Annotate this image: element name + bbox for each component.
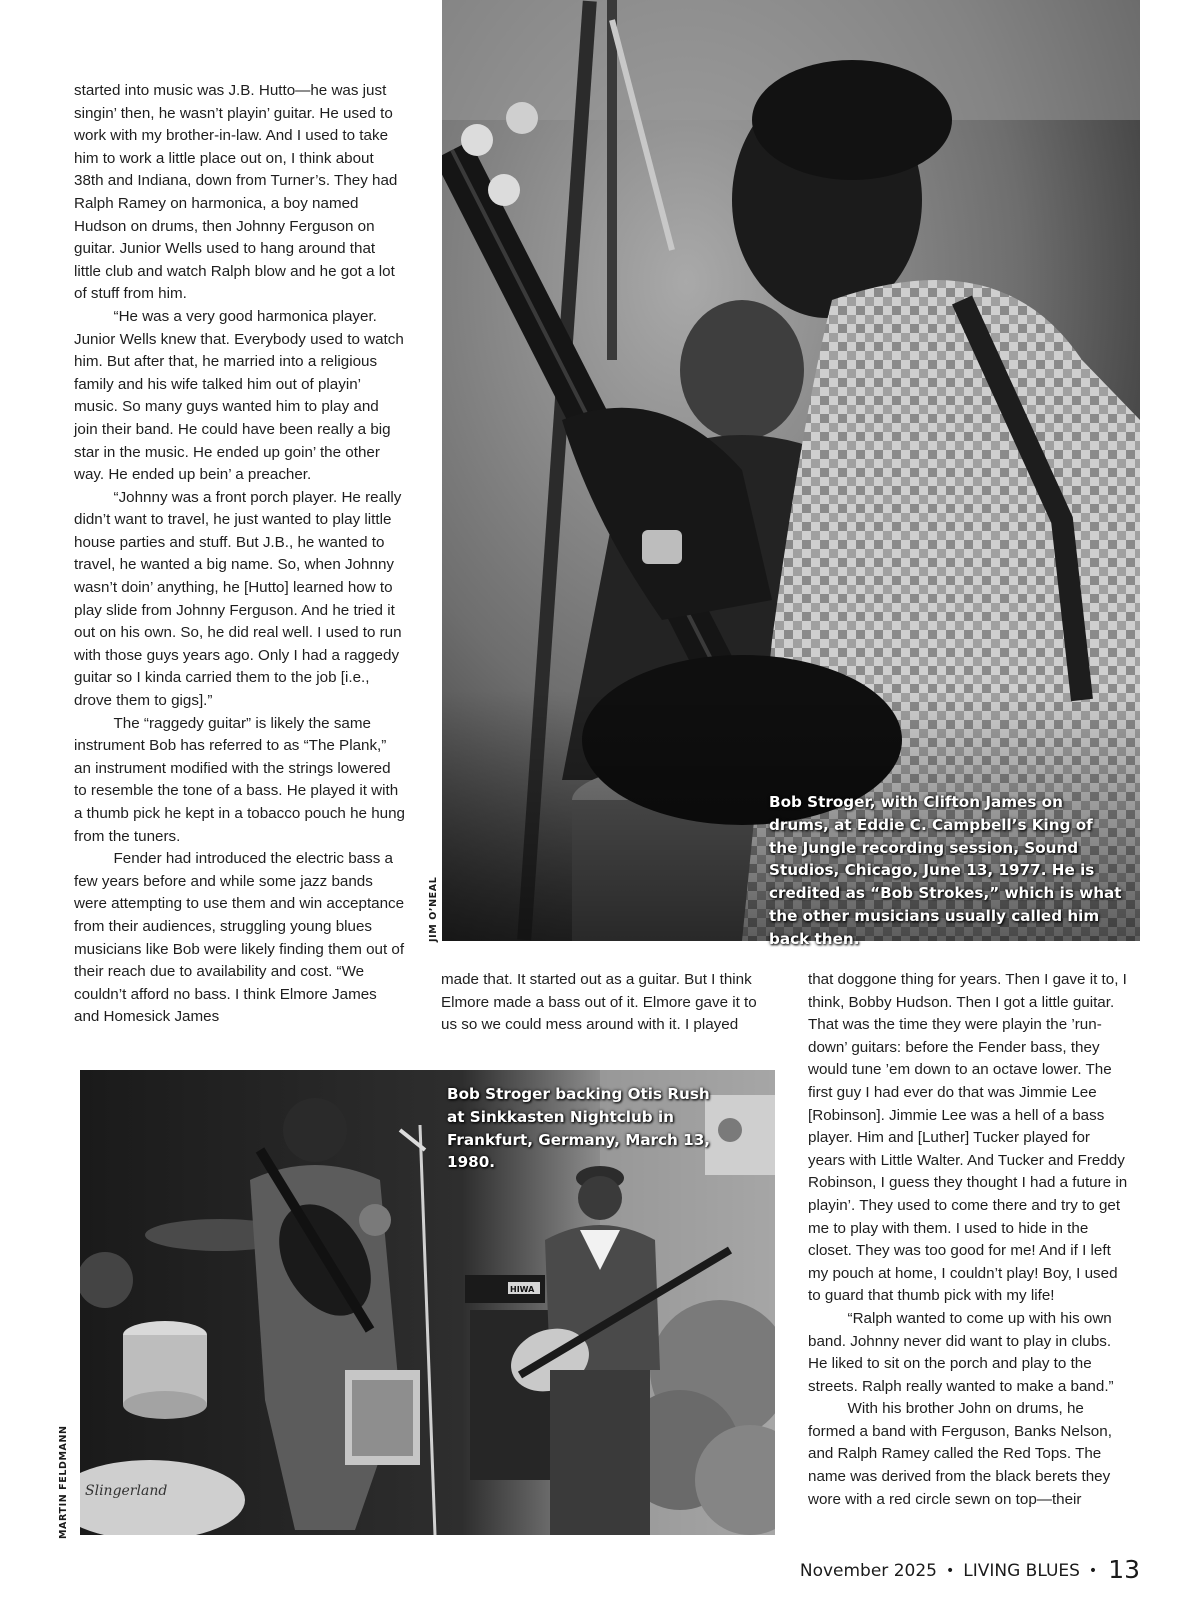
paragraph: that doggone thing for years. Then I gave it to, I think, Bobby Hudson. Then I got a little guitar. That was the time they were playin the ’run-down’ guitars: before the Fender bass, they would tune ’em down to an octave lower. The first guy I had ever do that was Jimmie Lee [Robinson]. Jimmie Lee was a hell of a bass player. Him and [Luther] Tucker played for years with Little Walter. And Tucker and Freddy Robinson, I guess they thought I had a future in playin’. They used to come there and try to get me to play with them. I used to hide in the closet. They was too good for me! And if I left my pouch at home, I couldn’t play! Boy, I used to guard that thumb pick with my life! xyxy=(808,971,1128,1305)
footer-magazine-name: LIVING BLUES xyxy=(963,1561,1080,1581)
article-column-right xyxy=(808,969,1130,1511)
page-number: 13 xyxy=(1108,1555,1140,1584)
paragraph: Fender had introduced the electric bass a few years before and while some jazz bands were attempting to use them and win acceptance from their audiences, struggling young blues musicians like Bob were likely finding them out of their reach due to availability and cost. “We couldn’t afford no bass. I think Elmore James and Homesick James xyxy=(74,850,405,1026)
photo-credit-bottom: MARTIN FELDMANN xyxy=(58,1425,69,1539)
article-column-middle xyxy=(441,969,773,1037)
paragraph: made that. It started out as a guitar. But I think Elmore made a bass out of it. Elmore gave it to us so we could mess around with it. I played xyxy=(441,971,757,1034)
paragraph: “Ralph wanted to come up with his own band. Johnny never did want to play in clubs. He liked to sit on the porch and play to the streets. Ralph really wanted to make a band.” xyxy=(808,1309,1114,1395)
paragraph: The “raggedy guitar” is likely the same instrument Bob has referred to as “The Plank,” an instrument modified with the strings lowered to resemble the tone of a bass. He played it with a thumb pick he kept in a tobacco pouch he hung from the tuners. xyxy=(74,714,405,845)
footer-separator: • xyxy=(1088,1563,1098,1579)
paragraph: “Johnny was a front porch player. He really didn’t want to travel, he just wanted to play little house parties and stuff. But J.B., he wanted to travel, he wanted a big name. So, when Johnny wasn’t doin’ anything, he [Hutto] learned how to play slide from Johnny Ferguson. And he tried it out on his own. So, he did real well. I used to run with those guys years ago. Only I had a raggedy guitar so I kinda carried them to the job [i.e., drove them to gigs].” xyxy=(74,488,402,710)
amp-brand-label: HIWA xyxy=(510,1285,535,1294)
footer-separator: • xyxy=(945,1563,955,1579)
paragraph: started into music was J.B. Hutto—he was just singin’ then, he wasn’t playin’ guitar. He used to work with my brother-in-law. And I used to take him to work a little place out on, I think about 38th and Indiana, down from Turner’s. They had Ralph Ramey on harmonica, a boy named Hudson on drums, then Johnny Ferguson on guitar. Junior Wells used to hang around that little club and watch Ralph blow and he got a lot of stuff from him. xyxy=(74,82,398,303)
drum-brand-label: Slingerland xyxy=(85,1483,168,1499)
page-footer xyxy=(800,1553,1140,1582)
photo-caption-top: Bob Stroger, with Clifton James on drums, at Eddie C. Campbell’s King of the Jungle recording session, Sound Studios, Chicago, June 13, 1977. He is credited as “Bob Strokes,” which is what the other musicians usually called him back then. xyxy=(769,793,1122,948)
paragraph: “He was a very good harmonica player. Junior Wells knew that. Everybody used to watch him. But after that, he married into a religious family and his wife talked him out of playin’ music. So many guys wanted him to play and join their band. He could have been really a big star in the music. He ended up goin’ the other way. He ended up bein’ a preacher. xyxy=(74,307,404,484)
article-column-left xyxy=(74,80,406,1029)
footer-issue-date: November 2025 xyxy=(799,1561,937,1581)
photo-caption-bottom: Bob Stroger backing Otis Rush at Sinkkasten Nightclub in Frankfurt, Germany, March 13, 1980. xyxy=(447,1085,711,1172)
photo-credit-top: JIM O’NEAL xyxy=(428,876,439,942)
paragraph: With his brother John on drums, he formed a band with Ferguson, Banks Nelson, and Ralph Ramey called the Red Tops. The name was derived from the black berets they wore with a red circle sewn on top—their xyxy=(808,1400,1112,1508)
